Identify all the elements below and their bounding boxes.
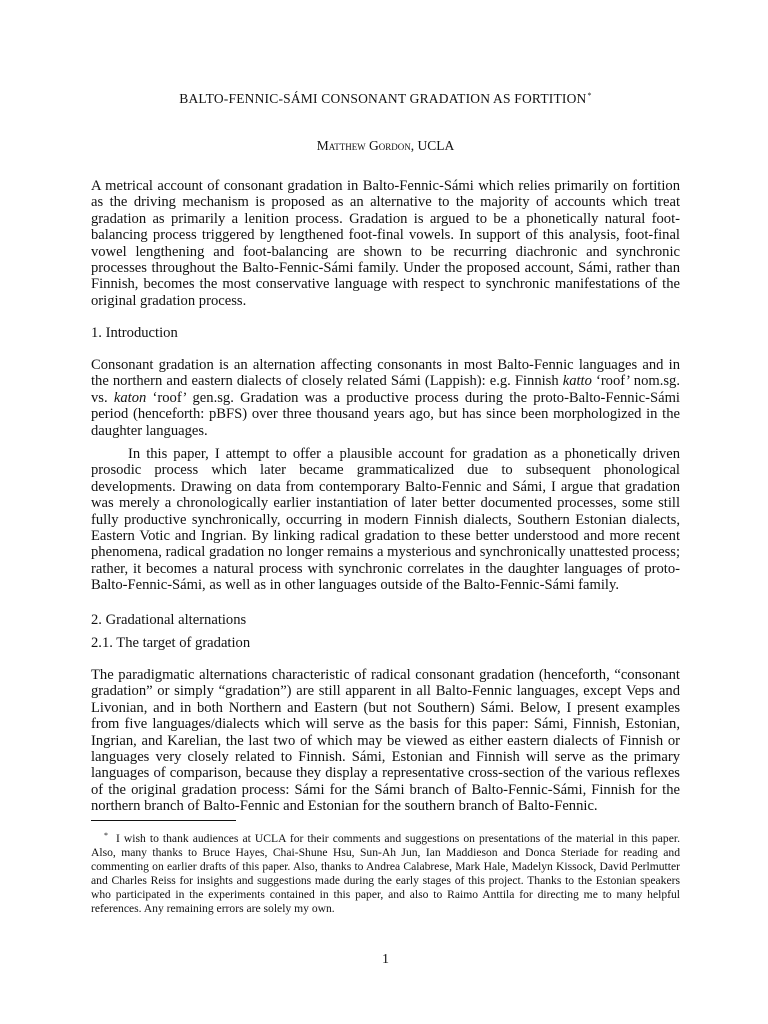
intro-p1-text-c: ‘roof’ gen.sg. Gradation was a productive process during the proto-Balto-Fennic-Sámi period (henceforth: pBFS) over three thousand years ago, but has since been morphologized in the daughter languages. [91,389,680,439]
intro-p1-example-katto: katto [562,373,592,390]
section-2-1-heading: 2.1. The target of gradation [91,635,251,651]
intro-paragraph-2: In this paper, I attempt to offer a plausible account for gradation as a phonetically driven prosodic process which later became grammaticalized due to subsequent phonological developments. Drawing on data from contemporary Balto-Fennic and Sámi, I argue that gradation was merely a chronologically earlier instantiation of later better documented processes, some still fully productive synchronically, occurring in modern Finnish dialects, Southern Estonian dialects, Eastern Votic and Ingrian. By linking radical gradation to these better understood and more recent phenomena, radical gradation no longer remains a mysterious and synchronically unattested process; rather, it becomes a natural process with synchronic correlates in the daughter languages of proto-Balto-Fennic-Sámi, as well as in other languages outside of the Balto-Fennic-Sámi family. [91,446,680,594]
footnote [91,829,680,917]
gradation-target-paragraph: The paradigmatic alternations characteristic of radical consonant gradation (henceforth, “consonant gradation” or simply “gradation”) are still apparent in all Balto-Fennic languages, except Veps and Livonian, and in both Northern and Eastern (but not Southern) Sámi. Below, I present examples from five languages/dialects which will serve as the basis for this paper: Sámi, Finnish, Estonian, Ingrian, and Karelian, the last two of which may be viewed as either eastern dialects of Finnish or languages very closely related to Finnish. Sámi, Estonian and Finnish will serve as the primary languages of comparison, because they display a representative cross-section of the various reflexes of the original gradation process: Sámi for the Sámi branch of Balto-Fennic-Sámi, Finnish for the northern branch of Balto-Fennic and Estonian for the southern branch of Balto-Fennic. [91,667,680,815]
footnote-divider [91,820,236,821]
intro-p1-example-katon: katon [113,389,147,406]
footnote-text: I wish to thank audiences at UCLA for their comments and suggestions on presentations of the material in this paper. Also, many thanks to Bruce Hayes, Chai-Shune Hsu, Sun-Ah Jun, Ian Maddieson and Donca Steriade for reading and commenting on earlier drafts of this paper. Also, thanks to Andrea Calabrese, Mark Hale, Madelyn Kissock, David Perlmutter and Charles Reiss for insights and suggestions made during the early stages of this project. Thanks to the Estonian speakers who participated in the experiments contained in this paper, and also to Raimo Anttila for directing me to many helpful references. Any remaining errors are solely my own. [91,832,680,916]
abstract-paragraph: A metrical account of consonant gradation in Balto-Fennic-Sámi which relies primarily on fortition as the driving mechanism is proposed as an alternative to the majority of accounts which treat gradation as primarily a lenition process. Gradation is argued to be a phonetically natural foot-balancing process triggered by lengthened foot-final vowels. In support of this analysis, foot-final vowel lengthening and foot-balancing are shown to be recurring diachronic and synchronic processes throughout the Balto-Fennic-Sámi family. Under the proposed account, Sámi, rather than Finnish, becomes the most conservative language with respect to synchronic manifestations of the original gradation process. [91,178,680,309]
intro-p1-text-a: Consonant gradation is an alternation affecting consonants in most Balto-Fennic languages and in the northern and eastern dialects of closely related Sámi (Lappish): e.g. Finnish [91,357,680,390]
paper-title [91,91,680,107]
author-line: Matthew Gordon, UCLA [316,138,455,153]
section-1-heading: 1. Introduction [91,325,178,341]
page-number: 1 [382,952,389,967]
title-footnote-mark: * [587,91,592,100]
intro-paragraph-1 [91,357,680,439]
section-2-heading: 2. Gradational alternations [91,612,247,628]
footnote-mark: * [104,831,108,840]
intro-p1-text-b: ‘roof’ nom.sg. vs. [91,373,680,406]
title-text: BALTO-FENNIC-SÁMI CONSONANT GRADATION AS FORTITION [179,91,587,106]
